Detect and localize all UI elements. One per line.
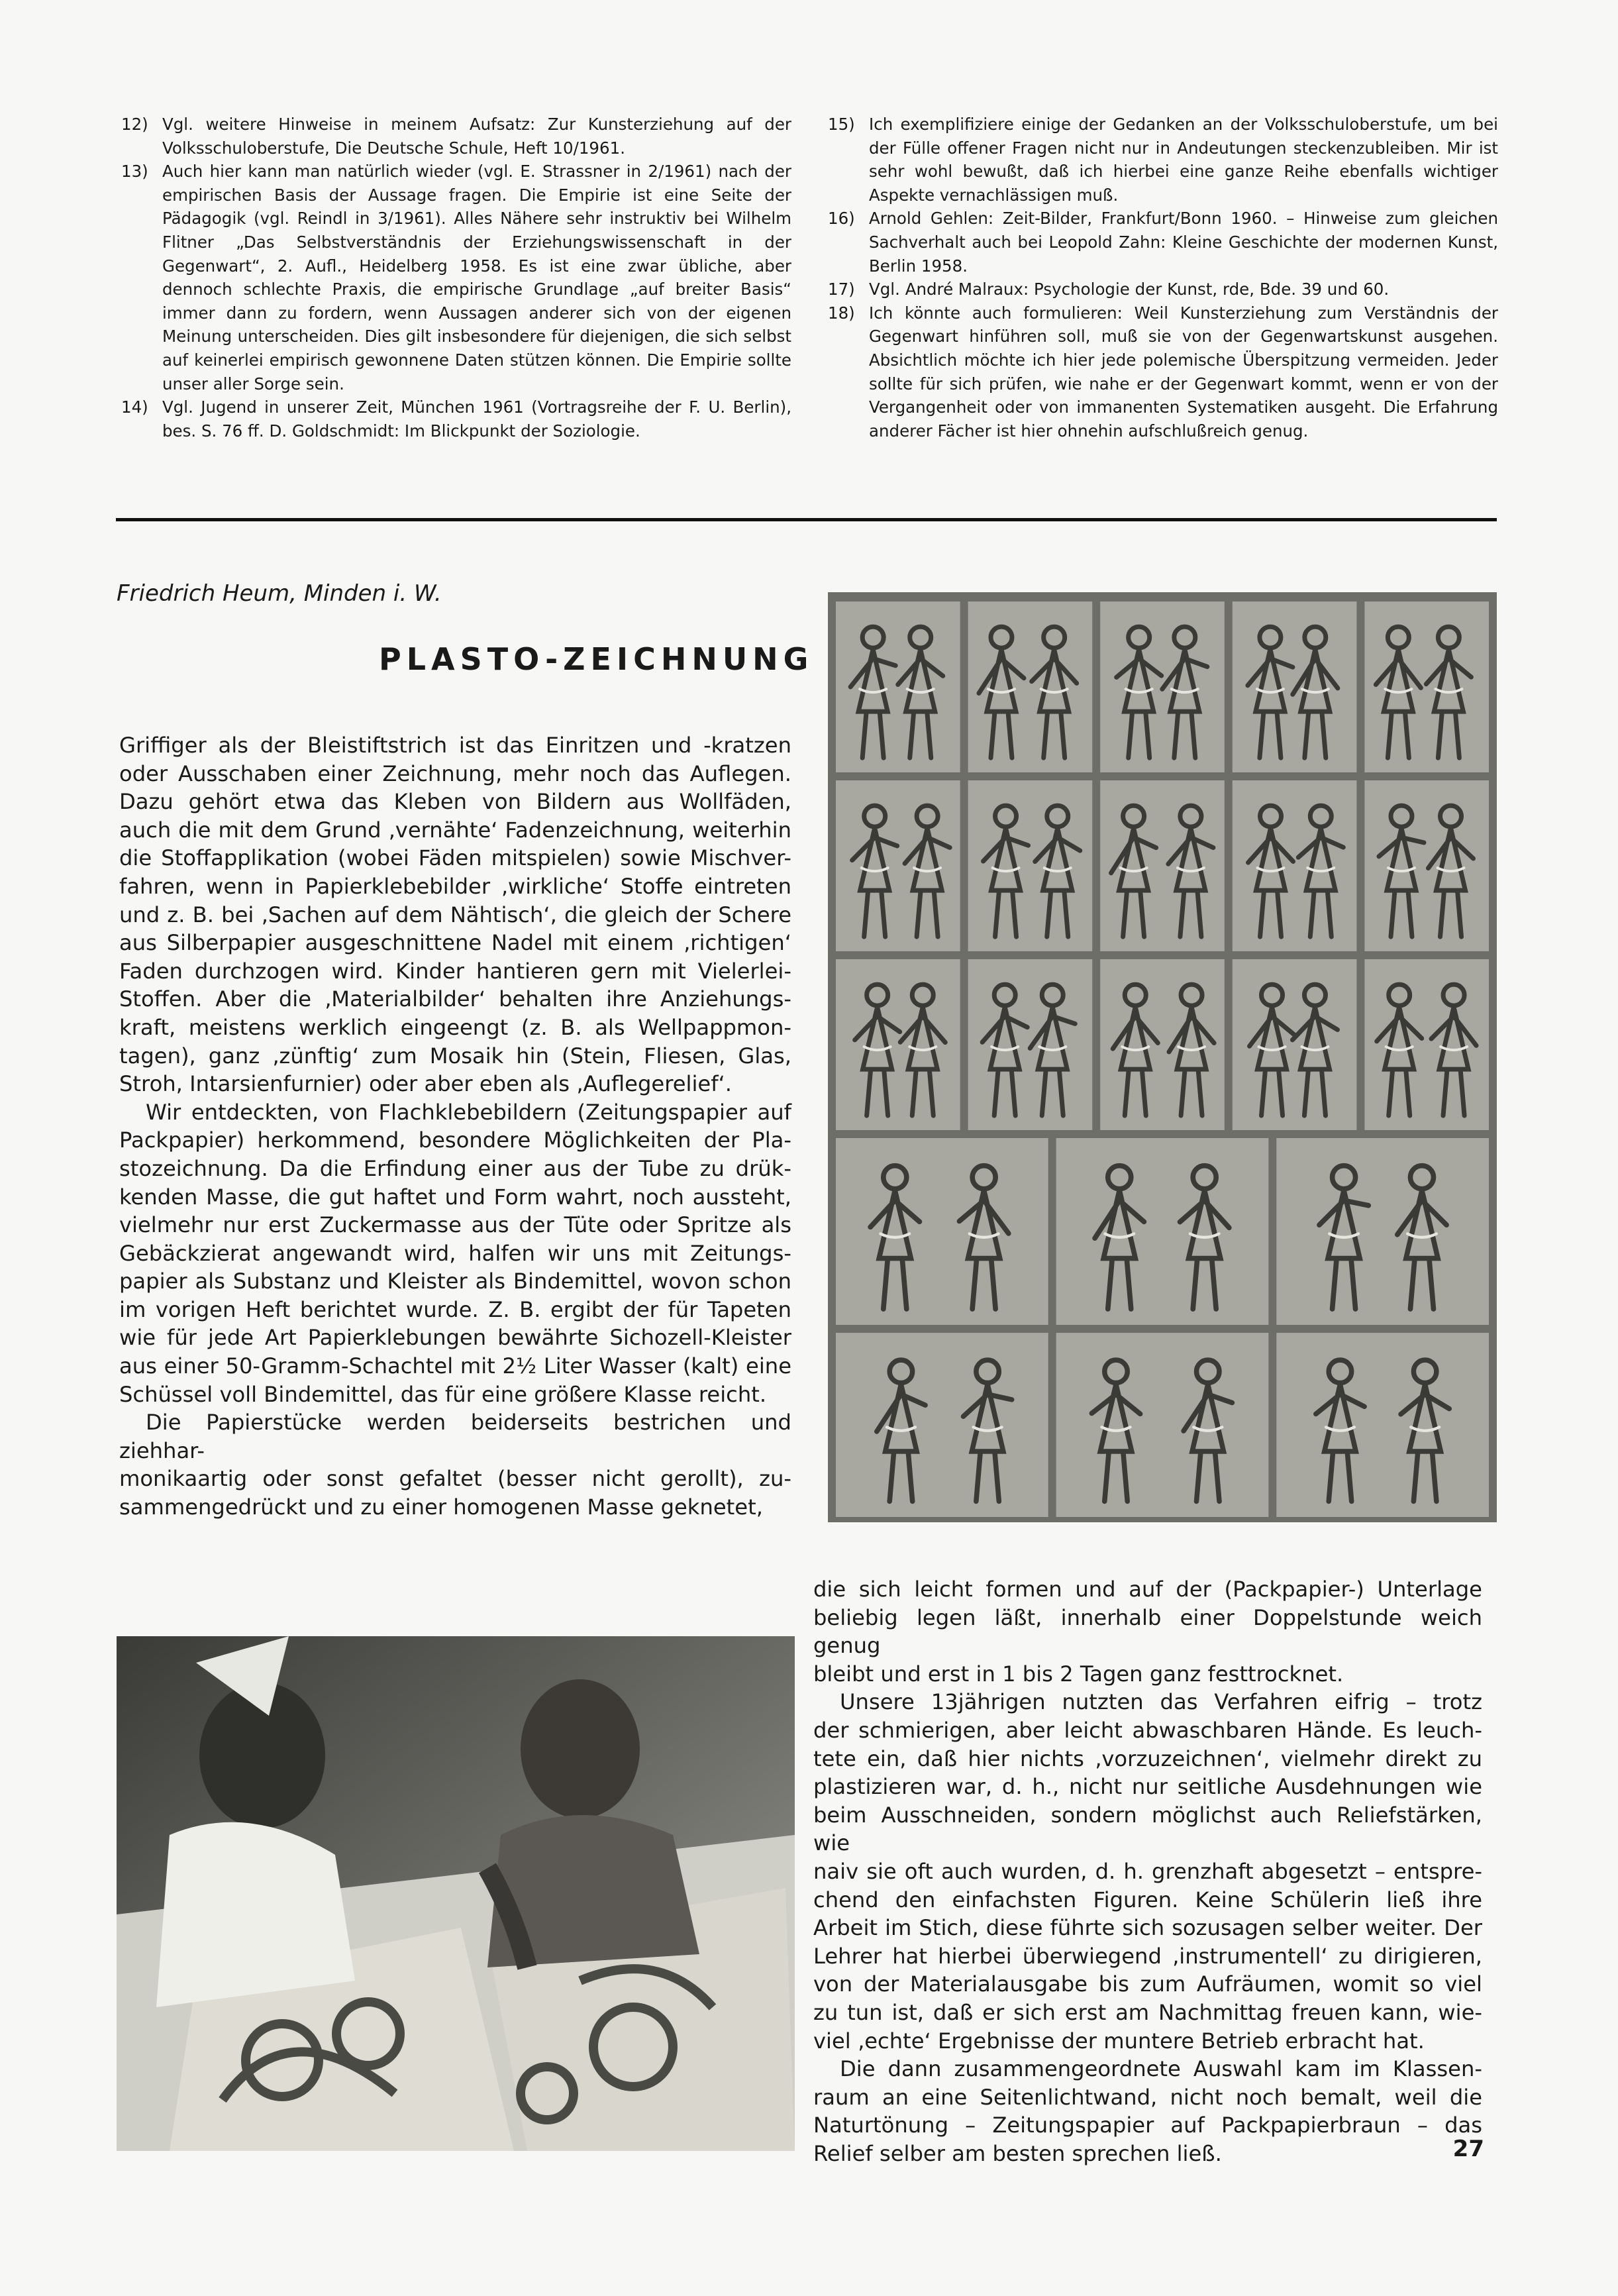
text-line: beliebig legen läßt, innerhalb einer Doppelstunde weich genug — [813, 1604, 1482, 1659]
footnote-number: 17) — [828, 280, 855, 299]
text-line: Packpapier) herkommend, besondere Möglichkeiten der Pla- — [119, 1127, 791, 1153]
text-line: sammengedrückt und zu einer homogenen Masse geknetet, — [119, 1494, 763, 1520]
text-line: von der Materialausgabe bis zum Aufräumen, womit so viel — [813, 1971, 1482, 1997]
footnotes-left — [121, 113, 791, 443]
text-line: plastizieren war, d. h., nicht nur seitliche Ausdehnungen wie — [813, 1774, 1482, 1800]
text-line: Griffiger als der Bleistiftstrich ist das Einritzen und -kratzen — [119, 733, 791, 758]
text-line: Die Papierstücke werden beiderseits bestrichen und ziehhar- — [119, 1410, 791, 1463]
text-line: Gebäckzierat angewandt wird, halfen wir uns mit Zeitungs- — [119, 1240, 791, 1266]
text-line: Naturtönung – Zeitungspapier auf Packpapierbraun – das — [813, 2113, 1482, 2138]
text-line: Stroh, Intarsienfurnier) oder aber eben als ‚Auflegerelief‘. — [119, 1071, 733, 1097]
footnote — [828, 207, 1498, 278]
footnote — [121, 113, 791, 160]
footnote-number: 16) — [828, 209, 855, 229]
footnote-number: 13) — [121, 162, 148, 182]
text-line: im vorigen Heft berichtet wurde. Z. B. ergibt der für Tapeten — [119, 1296, 791, 1322]
text-line: Wir entdeckten, von Flachklebebildern (Zeitungspapier auf — [146, 1099, 791, 1125]
footnote — [121, 395, 791, 443]
text-line: Unsere 13jährigen nutzten das Verfahren eifrig – trotz — [840, 1689, 1482, 1715]
text-line: bleibt und erst in 1 bis 2 Tagen ganz festtrocknet. — [813, 1661, 1344, 1687]
text-line: der schmierigen, aber leicht abwaschbaren Hände. Es leuch- — [813, 1717, 1482, 1743]
text-line: kraft, meistens werklich eingeengt (z. B. als Wellpappmon- — [119, 1014, 791, 1040]
text-line: monikaartig oder sonst gefaltet (besser nicht gerollt), zu- — [119, 1466, 791, 1492]
text-line: fahren, wenn in Papierklebebilder ‚wirkliche‘ Stoffe eintreten — [119, 873, 791, 899]
text-line: beim Ausschneiden, sondern möglichst auch Reliefstärken, wie — [813, 1802, 1482, 1856]
article-column-1 — [119, 731, 791, 1522]
text-line: auch die mit dem Grund ‚vernähte‘ Fadenzeichnung, weiterhin — [119, 817, 791, 843]
footnote-text: Ich könnte auch formulieren: Weil Kunsterziehung zum Verständnis der Gegenwart hinführen soll, muß sie von der Gegenwartskunst ausgehen. Absichtlich möchte ich hier jede polemische Überspitzung vermeiden. Jeder sollte für sich prüfen, wie nahe er der Gegenwart kommt, wenn er von der Vergangenheit oder von immanenten Systematiken ausgeht. Die Erfahrung anderer Fächer ist hier ohnehin aufschlußreich genug. — [869, 303, 1498, 441]
text-line: Arbeit im Stich, diese führte sich sozusagen selber weiter. Der — [813, 1915, 1482, 1941]
footnote-text: Vgl. weitere Hinweise in meinem Aufsatz: Zur Kunsterziehung auf der Volksschuloberstufe, Die Deutsche Schule, Heft 10/1961. — [162, 115, 791, 158]
text-line: kenden Masse, die gut haftet und Form wahrt, noch aussteht, — [119, 1184, 791, 1210]
text-line: raum an eine Seitenlichtwand, nicht noch bemalt, weil die — [813, 2084, 1482, 2110]
footnote — [828, 113, 1498, 207]
footnote-text: Arnold Gehlen: Zeit-Bilder, Frankfurt/Bonn 1960. – Hinweise zum gleichen Sachverhalt auch bei Leopold Zahn: Kleine Geschichte der modernen Kunst, Berlin 1958. — [869, 209, 1498, 276]
classroom-photo — [117, 1636, 795, 2151]
text-line: Lehrer hat hierbei überwiegend ‚instrumentell‘ zu dirigieren, — [813, 1943, 1482, 1969]
text-line: tete ein, daß hier nichts ‚vorzuzeichnen‘, vielmehr direkt zu — [813, 1746, 1482, 1771]
footnote — [828, 301, 1498, 443]
footnote-number: 12) — [121, 115, 148, 134]
footnote-number: 14) — [121, 397, 148, 417]
text-line: Stoffen. Aber die ‚Materialbilder‘ behalten ihre Anziehungs- — [119, 986, 791, 1012]
text-line: Die dann zusammengeordnete Auswahl kam im Klassen- — [840, 2056, 1482, 2082]
text-line: aus einer 50-Gramm-Schachtel mit 2½ Liter Wasser (kalt) eine — [119, 1353, 791, 1379]
footnote-text: Auch hier kann man natürlich wieder (vgl. E. Strassner in 2/1961) nach der empirischen Basis der Aussage fragen. Die Empirie ist eine Seite der Pädagogik (vgl. Reindl in 3/1961). Alles Nähere sehr instruktiv bei Wilhelm Flitner „Das Selbstverständnis der Erziehungswissenschaft in der Gegenwart“, 2. Aufl., Heidelberg 1958. Es ist eine zwar übliche, aber dennoch schlechte Praxis, die empirische Grundlage „auf breiter Basis“ immer dann zu fordern, wenn Aussagen anderer sich von der eigenen Meinung unterscheiden. Dies gilt insbesondere für diejenigen, die sich selbst auf keinerlei empirisch gewonnene Daten stützen können. Die Empirie sollte unser aller Sorge sein. — [162, 162, 791, 393]
footnote-number: 15) — [828, 115, 855, 134]
text-line: naiv sie oft auch wurden, d. h. grenzhaft abgesetzt – entspre- — [813, 1858, 1482, 1884]
page-number: 27 — [1452, 2136, 1484, 2162]
text-line: aus Silberpapier ausgeschnittene Nadel mit einem ‚richtigen‘ — [119, 930, 791, 956]
footnote — [121, 160, 791, 395]
footnote-text: Ich exemplifiziere einige der Gedanken an der Volksschuloberstufe, um bei der Fülle offener Fragen nicht nur in Andeutungen steckenzubleiben. Mir ist sehr wohl bewußt, daß ich hierbei eine ganze Reihe ebenfalls wichtiger Aspekte vernachlässigen muß. — [869, 115, 1498, 205]
footnote-text: Vgl. Jugend in unserer Zeit, München 1961 (Vortragsreihe der F. U. Berlin), bes. S. 76 ff. D. Goldschmidt: Im Blickpunkt der Soziologie. — [162, 397, 791, 441]
text-line: viel ‚echte‘ Ergebnisse der muntere Betrieb erbracht hat. — [813, 2028, 1425, 2054]
text-line: stozeichnung. Da die Erfindung einer aus der Tube zu drük- — [119, 1155, 791, 1181]
relief-grid-photo — [828, 592, 1497, 1522]
text-line: und z. B. bei ‚Sachen auf dem Nähtisch‘, die gleich der Schere — [119, 902, 791, 927]
text-line: tagen), ganz ‚zünftig‘ zum Mosaik hin (Stein, Fliesen, Glas, — [119, 1043, 791, 1069]
footnote-text: Vgl. André Malraux: Psychologie der Kunst, rde, Bde. 39 und 60. — [869, 280, 1390, 299]
section-divider — [116, 518, 1497, 521]
text-line: die Stoffapplikation (wobei Fäden mitspielen) sowie Mischver- — [119, 845, 791, 871]
footnote-number: 18) — [828, 303, 855, 323]
text-line: chend den einfachsten Figuren. Keine Schülerin ließ ihre — [813, 1887, 1482, 1912]
footnotes-right — [828, 113, 1498, 443]
text-line: die sich leicht formen und auf der (Packpapier-) Unterlage — [813, 1577, 1482, 1602]
text-line: Relief selber am besten sprechen ließ. — [813, 2140, 1222, 2166]
text-line: vielmehr nur erst Zuckermasse aus der Tüte oder Spritze als — [119, 1212, 791, 1238]
text-line: zu tun ist, daß er sich erst am Nachmittag freuen kann, wie- — [813, 1999, 1482, 2025]
article-title: PLASTO-ZEICHNUNG — [379, 641, 814, 677]
text-line: Dazu gehört etwa das Kleben von Bildern aus Wollfäden, — [119, 789, 791, 815]
text-line: Faden durchzogen wird. Kinder hantieren gern mit Vielerlei- — [119, 958, 791, 984]
text-line: papier als Substanz und Kleister als Bindemittel, wovon schon — [119, 1269, 791, 1294]
author-line: Friedrich Heum, Minden i. W. — [117, 580, 442, 607]
footnote — [828, 278, 1498, 301]
text-line: Schüssel voll Bindemittel, das für eine größere Klasse reicht. — [119, 1381, 767, 1407]
article-column-2 — [813, 1575, 1482, 2167]
text-line: oder Ausschaben einer Zeichnung, mehr noch das Auflegen. — [119, 760, 791, 786]
text-line: wie für jede Art Papierklebungen bewährte Sichozell-Kleister — [119, 1325, 791, 1351]
